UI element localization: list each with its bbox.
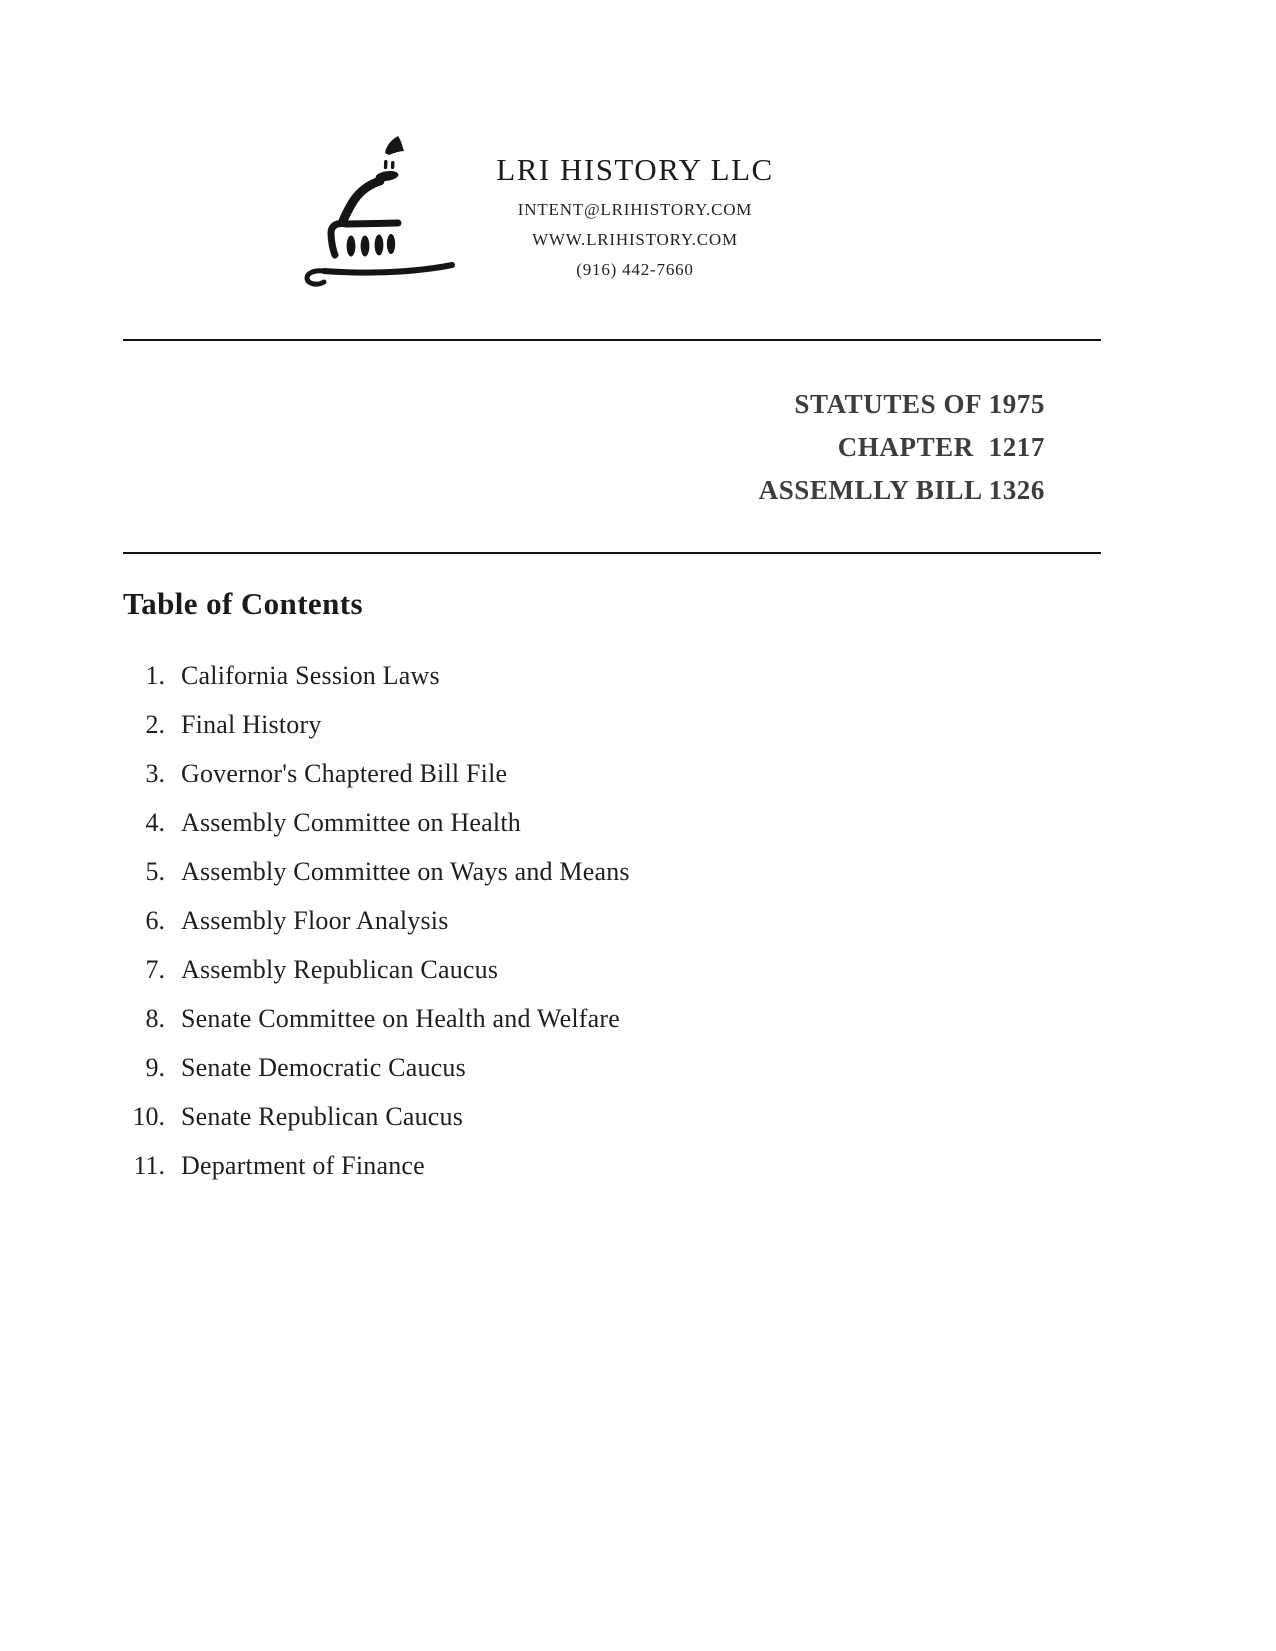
toc-item <box>123 749 630 798</box>
toc-item-number: 11. <box>133 1150 165 1180</box>
toc-item-number: 5. <box>145 856 165 886</box>
toc-item-label: Senate Democratic Caucus <box>181 1052 466 1082</box>
toc-item <box>123 651 630 700</box>
contact-phone: (916) 442-7660 <box>576 260 694 279</box>
toc-item-label: California Session Laws <box>181 660 440 690</box>
toc-item-label: Assembly Committee on Health <box>181 807 521 837</box>
toc-heading: Table of Contents <box>123 586 363 621</box>
toc-item-label: Final History <box>181 709 322 739</box>
toc-item <box>123 700 630 749</box>
contact-email: INTENT@LRIHISTORY.COM <box>517 200 753 219</box>
toc-item-number: 4. <box>145 807 165 837</box>
toc-item-number: 3. <box>145 758 165 788</box>
statutes-year-line: STATUTES OF 1975 <box>794 389 1045 419</box>
chapter-line: CHAPTER 1217 <box>837 432 1045 462</box>
toc-item <box>123 896 630 945</box>
toc-list <box>123 651 630 1190</box>
toc-item-label: Governor's Chaptered Bill File <box>181 758 508 788</box>
horizontal-rule-top <box>123 339 1101 341</box>
toc-item <box>123 798 630 847</box>
toc-item-number: 9. <box>145 1052 165 1082</box>
toc-item <box>123 1141 630 1190</box>
toc-item <box>123 945 630 994</box>
toc-item-number: 2. <box>145 709 165 739</box>
toc-item-label: Senate Republican Caucus <box>181 1101 464 1131</box>
toc-item-label: Assembly Committee on Ways and Means <box>181 856 630 886</box>
contact-website: WWW.LRIHISTORY.COM <box>532 230 738 249</box>
toc-item <box>123 1092 630 1141</box>
toc-item <box>123 994 630 1043</box>
toc-item-label: Assembly Floor Analysis <box>181 905 449 935</box>
horizontal-rule-middle <box>123 552 1101 554</box>
toc-item-number: 6. <box>145 905 165 935</box>
letterhead <box>415 150 855 285</box>
assembly-bill-line: ASSEMLLY BILL 1326 <box>758 475 1045 505</box>
toc-item-number: 10. <box>132 1101 165 1131</box>
company-name: LRI HISTORY LLC <box>496 152 774 187</box>
toc-item-number: 7. <box>145 954 165 984</box>
toc-item-label: Department of Finance <box>181 1150 425 1180</box>
statute-reference-block <box>759 383 1045 512</box>
toc-item <box>123 847 630 896</box>
toc-item <box>123 1043 630 1092</box>
toc-item-label: Assembly Republican Caucus <box>181 954 499 984</box>
toc-item-number: 1. <box>145 660 165 690</box>
toc-item-number: 8. <box>145 1003 165 1033</box>
toc-item-label: Senate Committee on Health and Welfare <box>181 1003 620 1033</box>
contact-block <box>415 195 855 285</box>
